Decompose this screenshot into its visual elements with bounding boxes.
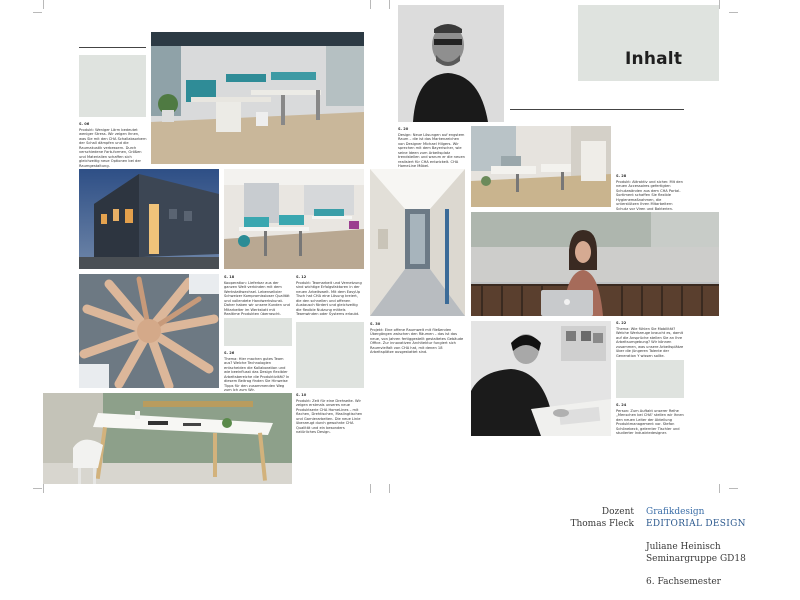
team-hands-photo <box>79 274 219 388</box>
crop-mark <box>43 484 44 493</box>
divider-rule <box>510 109 684 110</box>
crop-mark <box>33 488 42 489</box>
crop-mark <box>370 0 371 9</box>
caption-s18: S. 18 Kooperation: Lieferbar aus der ganzen Welt verbinden mit dem Werkstattwechsel. Lebenselixier Schweizer Kompromissloser Qualität und vollendete Handwerkskunst. Daher haben wir unsere Kunden und Mitarbeiter im Werkstatt mit Realtime Produkten überrascht. <box>224 275 290 316</box>
crop-mark <box>389 484 390 493</box>
caption-s20: S. 20 Design: Neue Lösungen auf engstem Raum – die ist das Markenzeichen von Designer Michael Hilgers. Wir sprechen mit dem Bayerischer, wie seine Ideen zum Arbeitsplatz trendstellen und warum er die neuen realisiert für CHA entwickelt. CHA HomeLine Möbel. <box>398 127 465 168</box>
crop-mark <box>370 484 371 493</box>
caption-s28: S. 28 Produkt: Attraktiv und sicher. Mit den neuen Accessoires gefertigten Schutzwänden aus dem CHA Portal-Sortiment schaffen Sie flexible Hygienemaßnahmen, die unterstützen Ihren Mitarbeitern Schutz vor Viren und Bakterien. <box>616 174 683 211</box>
caption-s26: S. 26 Thema: Hier machen gutes Team aus? Welche Technologien entscheiden die Kollaboration und wie beeinflusst das Design flexibler Arbeitsbereiche die Produktivität? In diesem Beitrag finden Sie Hinweise Tipps für den zusammenden Weg zum Ich zum Wir. <box>224 351 290 392</box>
caption-s06: S. 06 Produkt: Weniger Lärm bedeutet weniger Stress. Wir zeigen Ihnen, was Sie mit den CHA Schallabsorbern der Schall dämpfen und die Raumakustik verbessern. Durch verschiedene Farb-formen, Größen und Materialien schaffen sich gleichzeitig neue Optionen bei der Raumgestaltung. <box>79 122 147 168</box>
desk-photo <box>43 393 292 484</box>
laptop-woman-photo <box>471 212 719 316</box>
color-swatch <box>616 360 684 398</box>
seminar-group: Seminargruppe GD18 <box>646 554 746 564</box>
credits-block <box>514 506 794 596</box>
caption-s22: S. 22 Thema: Wie fühlen Sie Mobilität? Welche Werkzeuge braucht es, damit auf die Ansprüche stellen Sie an Ihre Arbeitsumgebung? Wir können zusammen, was unsere Arbeitsplätze über die jüngeren Talente der Generation Y wissen sollte. <box>616 321 684 358</box>
color-swatch <box>296 322 364 388</box>
designer-photo <box>471 321 611 436</box>
semester: 6. Fachsemester <box>646 577 721 587</box>
crop-mark <box>719 0 720 9</box>
crop-mark <box>729 488 738 489</box>
color-swatch <box>79 55 146 117</box>
crop-mark <box>43 0 44 9</box>
divider-rule <box>79 47 146 48</box>
color-swatch <box>224 318 292 346</box>
caption-s24: S. 24 Person: Zum Auftakt unserer Reihe „Menschen bei CHA“ stellen wir Ihnen den neuen Leiter der Abteilung Produktmanagement vor. Stefan Schönebeck, gelernter Tischler und studierter Industriedesigner. <box>616 403 684 435</box>
caption-s10: S. 10 Produkt: Zeit für eine Drehseite. Wir zeigen erstmals unseres neue Produktserie CHA HomeLines – mit flachen, Drehtischen, Maslingtischen und Garnierarbeiten. Die neue Linie überzeugt durch gewohnte CHA Qualität und ein besonders natürliches Design. <box>296 393 363 434</box>
workstation-photo <box>471 126 611 207</box>
crop-mark <box>389 0 390 9</box>
subject-name: EDITORIAL DESIGN <box>646 519 746 529</box>
title-box <box>578 5 719 81</box>
course-name: Grafikdesign <box>646 507 705 517</box>
caption-s12: S. 12 Produkt: Teamarbeit und Vernetzung sind wichtige Erfolgsfaktoren in der neuen Arbeitswelt. Mit dem EasyUp Tisch hat CHA eine Lösung kreiert, die den schnellen und offenen Austausch fördert und gleichzeitig die flexible Nutzung mittels Teamwinden oder Systems erlaubt. <box>296 275 362 316</box>
crop-mark <box>719 484 720 493</box>
office-photo <box>151 32 364 164</box>
crop-mark <box>33 12 42 13</box>
portrait-photo <box>398 5 504 122</box>
corridor-photo <box>370 169 465 316</box>
caption-s30: S. 30 Projekt: Eine offene Raumwelt mit fließenden Übergängen zwischen den Räumen – das ist das neue, von Jahren fertiggestellt gestaltetes Gebäude Office. Zur innovativen Architektur fungiert sich Raumvielfalt von CHA hat, mit denen 18 Arbeitsplätze ausgestattet sind. <box>370 322 464 354</box>
crop-mark <box>729 12 738 13</box>
lecturer-name: Thomas Fleck <box>570 519 634 529</box>
open-office-photo <box>224 169 364 269</box>
author-name: Juliane Heinisch <box>646 542 721 552</box>
building-photo <box>79 169 219 269</box>
page-title: Inhalt <box>625 49 683 69</box>
lecturer-label: Dozent <box>601 507 634 517</box>
